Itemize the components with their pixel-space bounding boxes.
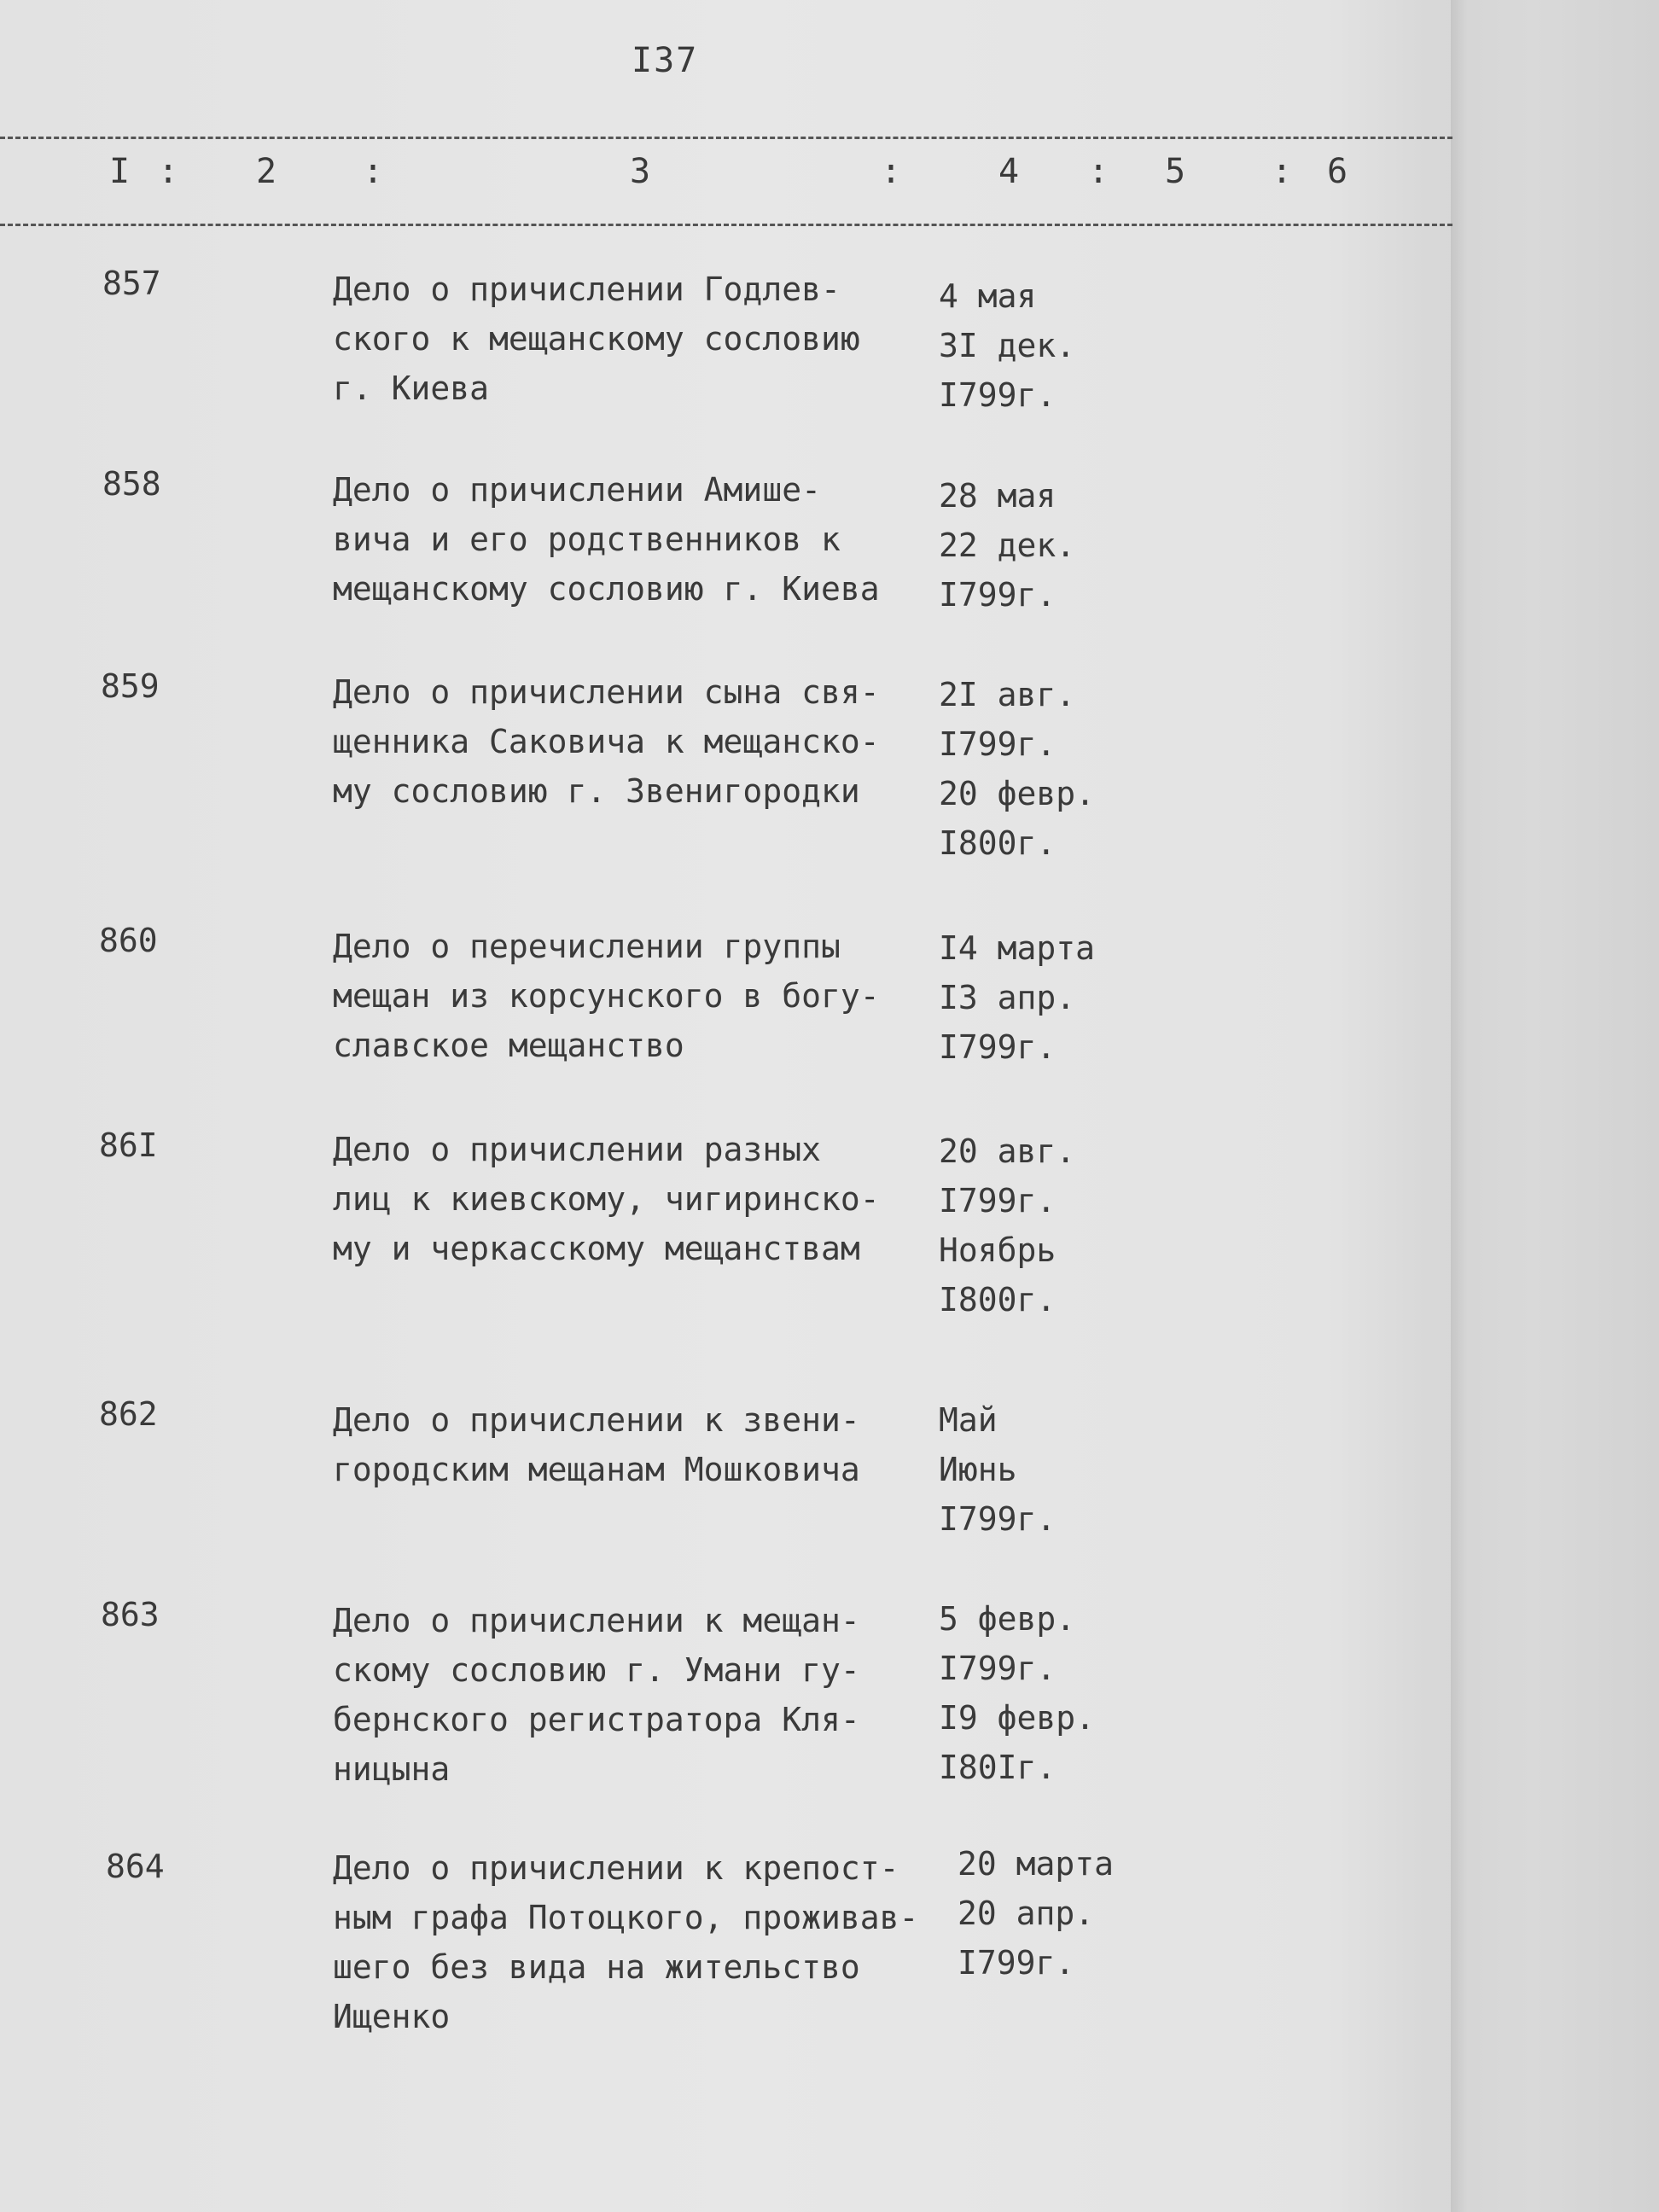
page-edge-shadow (1451, 0, 1659, 2212)
entry-description: Дело о причислении к звени- городским мещанам Мошковича (333, 1401, 860, 1488)
column-header-2: 2 (256, 152, 277, 191)
column-header-5: 5 (1165, 152, 1186, 191)
column-separator-3: : (881, 152, 902, 191)
column-separator-4: : (1088, 152, 1109, 191)
entry-number: 862 (99, 1395, 158, 1433)
column-separator-5: : (1272, 152, 1293, 191)
entry-description: Дело о перечислении группы мещан из корсунского в богу- славское мещанство (333, 928, 880, 1064)
entry-number: 864 (106, 1848, 165, 1885)
column-header-1: I (109, 152, 131, 191)
entry-description: Дело о причислении к мещан- скому сословию г. Умани гу- бернского регистратора Кля- ницына (333, 1602, 860, 1788)
column-header-4: 4 (998, 152, 1020, 191)
column-separator-2: : (363, 152, 384, 191)
entry-description: Дело о причислении Амише- вича и его родственников к мещанскому сословию г. Киева (333, 471, 880, 608)
header-rule-bottom (0, 224, 1452, 226)
entry-description: Дело о причислении Годлев- ского к мещанскому сословию г. Киева (333, 271, 860, 407)
entry-number: 857 (102, 265, 161, 302)
entry-number: 863 (101, 1596, 160, 1633)
entry-dates: 2I авг. I799г. 20 февр. I800г. (939, 676, 1096, 862)
entry-description: Дело о причислении сына свя- щенника Саковича к мещанско- му сословию г. Звенигородки (333, 673, 880, 810)
column-header-3: 3 (630, 152, 651, 191)
entry-dates: I4 марта I3 апр. I799г. (939, 929, 1096, 1066)
entry-dates: 5 февр. I799г. I9 февр. I80Iг. (939, 1600, 1096, 1786)
column-header-6: 6 (1327, 152, 1348, 191)
entry-number: 859 (101, 667, 160, 705)
entry-description: Дело о причислении разных лиц к киевскому, чигиринско- му и черкасскому мещанствам (333, 1131, 880, 1267)
entry-dates: Май Июнь I799г. (939, 1401, 1057, 1538)
entry-description: Дело о причислении к крепост- ным графа Потоцкого, проживав- шего без вида на жительство Ищенко (333, 1849, 919, 2035)
entry-dates: 28 мая 22 дек. I799г. (939, 477, 1076, 614)
header-rule-top (0, 137, 1452, 139)
entry-number: 860 (99, 922, 158, 959)
entry-number: 858 (102, 465, 161, 503)
page-number: I37 (632, 41, 699, 80)
entry-dates: 4 мая 3I дек. I799г. (939, 277, 1076, 414)
entry-dates: 20 авг. I799г. Ноябрь I800г. (939, 1132, 1076, 1318)
entry-dates: 20 марта 20 апр. I799г. (958, 1845, 1115, 1982)
entry-number: 86I (99, 1126, 158, 1164)
column-separator-1: : (158, 152, 179, 191)
